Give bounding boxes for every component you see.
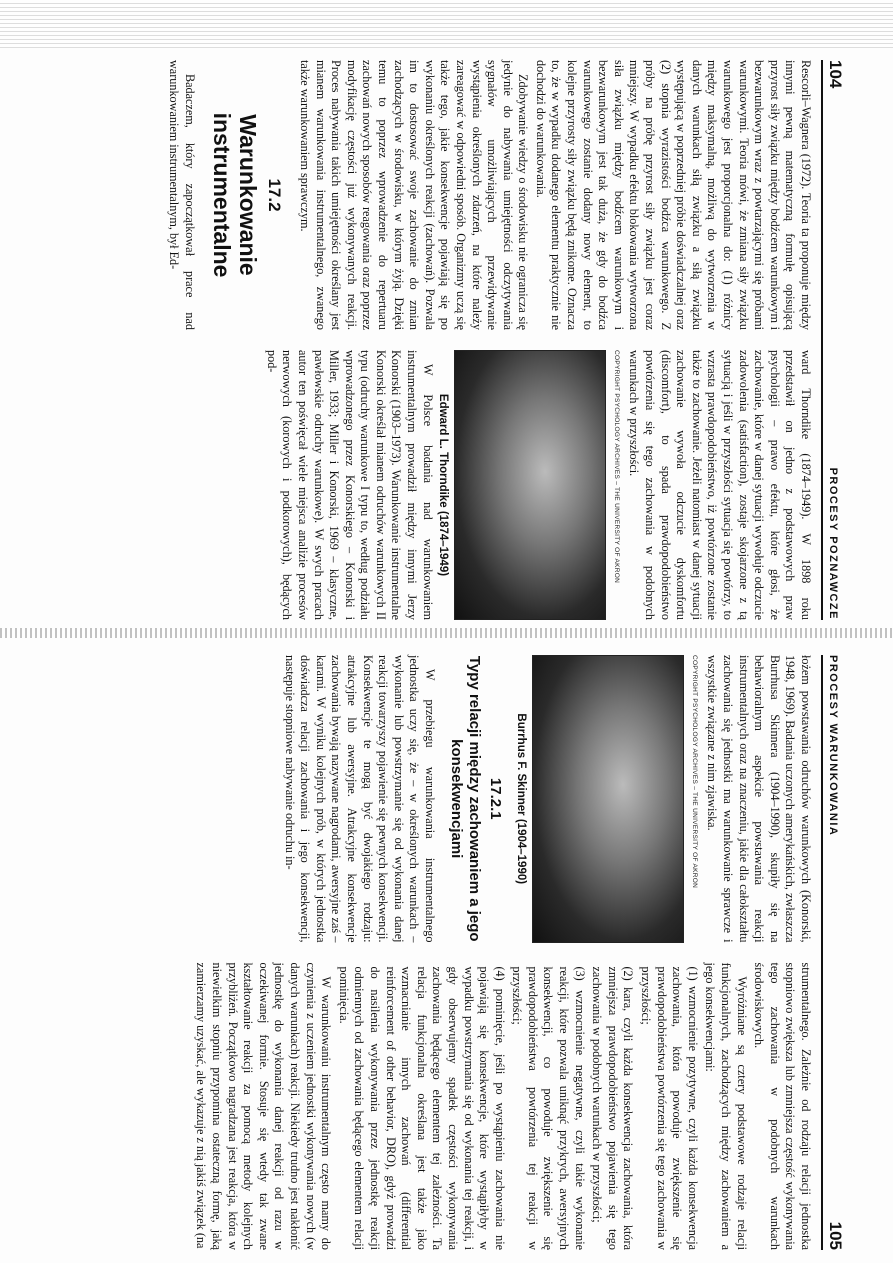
paragraph: W Polsce badania nad warunkowaniem instrumentalnym prowadził między innymi Jerzy Konorski (1903–1973). Warunkowanie instrumentalne Konorski określał mianem odruchów warunkowych II typu (odruchy warunkowe I typu to, według podziału wprowadzonego przez Konorskiego – Konorski i Miller, 1933; Miller i Konorski, 1969 – klasyczne, pawłowskie odruchy warunkowe). W swych pracach autor ten poświęcał wiele miejsca analizie procesów nerwowych (korowych i podkorowych), będących pod- [264, 350, 435, 620]
section-number: 17.2 [265, 178, 285, 212]
list-item: (2) kara, czyli każda konsekwencja zachowania, która zmniejsza prawdopodobieństwo pojawienia się tego zachowania w podobnych warunkach w przyszłości; [590, 966, 636, 1250]
paragraph: Zdobywanie wiedzy o środowisku nie ogranicza się jedynie do nabywania umiejętności odczytywania sygnałów umożliwiających przewidywanie wystąpienia określonych zdarzeń, na które należy zareagować w odpowiedni sposób. Organizmy uczą się także tego, jakie konsekwencje pojawiają się po wykonaniu określonych reakcji (zachowań). Pozwala im to dostosować swoje zachowanie do zmian zachodzących w środowisku, w którym żyją. Dzięki temu to poprzez wprowadzenie do repertuaru zachowań nowych sposobów reagowania oraz poprzez modyfikację częstości już wykonywanych reakcji. Proces nabywania takich umiejętności określany jest mianem warunkowania instrumentalnego, zwanego także warunkowaniem sprawczym. [298, 60, 531, 330]
list-item: (1) wzmocnienie pozytywne, czyli każda konsekwencja zachowania, która powoduje zwiększenie się prawdopodobieństwa powtórzenia się tego zachowania w przyszłości; [639, 966, 700, 1250]
paragraph: ward Thorndike (1874–1949). W 1898 roku przedstawił on jedno z podstawowych praw psychologii – prawo efektu, które głosi, że zachowanie, które w danej sytuacji wywołuje odczucie zadowolenia (satisfaction), zostaje skojarzone z tą sytuacją i jeśli w przyszłości sytuacja się powtórzy, to wzrasta prawdopodobieństwo, iż powtórzone zostanie także to zachowanie. Jeżeli natomiast w danej sytuacji zachowanie wywoła odczucie dyskomfortu (discomfort), to spada prawdopodobieństwo powtórzenia się tego zachowania w podobnych warunkach w przyszłości. [627, 350, 813, 620]
running-head [821, 655, 845, 1250]
photo-credit: COPYRIGHT PSYCHOLOGY ARCHIVES – THE UNIVERSITY OF AKRON [612, 350, 620, 584]
relation-list [335, 963, 700, 1251]
page-number: 105 [826, 1221, 845, 1250]
paragraph: W warunkowaniu instrumentalnym często mamy do czynienia z uczeniem jednostki wykonywania nowych (w danych warunkach) reakcji. Niekiedy trudno jest nakłonić jednostkę do wykonania danej reakcji od razu w oczekiwanej formie. Stosuje się wtedy tak zwane kształtowanie reakcji za pomocą metody kolejnych przybliżeń. Początkowo nagradzana jest reakcja, która w niewielkim stopniu przypomina ostateczną formę, jaką zamierzamy uzyskać, ale wykazuje z nią jakiś związek (na [194, 962, 334, 1250]
photo-credit: COPYRIGHT PSYCHOLOGY ARCHIVES – THE UNIVERSITY OF AKRON [690, 655, 698, 889]
column-right [264, 350, 813, 620]
paragraph: łożem powstawania odruchów warunkowych (Konorski, 1948, 1969). Badania uczonych amerykańskich, zwłaszcza Burrhusa Skinnera (1904–1990), skupiły się na behawioralnym aspekcie powstawania reakcji instrumentalnych oraz na znaczeniu, jakie dla całokształtu zachowania się jednostki ma warunkowanie sprawcze i wszystkie związane z nim zjawiska. [705, 655, 813, 943]
running-head-title: PROCESY POZNAWCZE [827, 467, 839, 620]
paragraph: Badaczem, który zapoczątkował prace nad warunkowaniem instrumentalnym, był Ed- [167, 60, 197, 330]
page-number: 104 [826, 60, 845, 89]
portrait-photo [454, 350, 606, 620]
page-104 [55, 60, 845, 620]
paragraph: strumentalnego. Zależnie od rodzaju relacji jednostka stopniowo zwiększa lub zmniejsza częstość wykonywania tego zachowania w podobnych warunkach środowiskowych. [752, 962, 813, 1250]
subsection-number: 17.2.1 [486, 777, 504, 820]
scan-noise [0, 0, 893, 48]
running-head [821, 60, 845, 620]
list-item: (3) wzmocnienie negatywne, czyli takie wykonanie reakcji, które pozwala uniknąć przykrych, awersyjnych konsekwencji, co powoduje zwiększenie się prawdopodobieństwa powtórzenia tej reakcji w przyszłości; [510, 966, 587, 1250]
page-divider [0, 628, 893, 638]
section-title: Warunkowanie instrumentalne [208, 112, 261, 278]
column-left [243, 655, 813, 943]
photo-caption: Edward L. Thorndike (1874–1949) [437, 393, 450, 577]
list-item: (4) pominięcie, jeśli po wystąpieniu zachowania nie pojawiają się konsekwencje, które wystąpiłyby w wypadku powstrzymania się od wykonania tej reakcji, i gdy obserwujemy spadek częstości wykonywania zachowania będącego elementem tej zależności. Ta relacja funkcjonalna określana jest także jako wzmacnianie innych zachowań (differential reinforcement of other behavior, DRO), gdyż prowadzi do nasilenia wykonywania przez jednostkę reakcji odmiennych od zachowania będącego elementem relacji pominięcia. [336, 966, 507, 1250]
photo-caption: Burrhus F. Skinner (1904–1990) [515, 713, 528, 885]
paragraph: W przebiegu warunkowania instrumentalnego jednostka uczy się, że – w określonych warunkach – wykonanie lub powstrzymanie się od wykonania danej reakcji towarzyszy pojawienie się pewnych konsekwencji. Konsekwencje te mogą być dwojakiego rodzaju: atrakcyjne lub awersyjne. Atrakcyjne konsekwencje zachowania bywają nazywane nagrodami, awersyjne zaś – karami. W wyniku kolejnych prób, w których jednostka doświadcza relacji zachowania i jego konsekwencji, następuje stopniowe nabywanie odruchu in- [282, 655, 438, 943]
page-105 [55, 655, 845, 1250]
portrait-photo [532, 655, 684, 943]
running-head-title: PROCESY WARUNKOWANIA [827, 655, 839, 837]
column-left [167, 60, 813, 330]
paragraph: Rescorli–Wagnera (1972). Teoria ta proponuje między innymi pewną matematyczną formułę opisującą przyrost siły związku między bodźcem warunkowym i bezwarunkowym wraz z powtarzającymi się próbami warunkowymi. Teoria mówi, że zmiana siły związku warunkowego jest proporcjonalna do: (1) różnicy między maksymalną, możliwą do wytworzenia w danych warunkach siłą związku a siłą związku występującą w poprzedniej próbie doświadczalnej oraz (2) stopnia wyrazistości bodźca warunkowego. Z próby na próbę przyrost siły związku jest coraz mniejszy. W wypadku efektu blokowania wytworzona siła związku między bodźcem warunkowym i bezwarunkowym jest tak duża, że gdy do bodźca warunkowego zostanie dodany nowy element, to kolejne przyrosty siły związku będą znikome. Oznacza to, że w wypadku dodanego elementu praktycznie nie dochodzi do warunkowania. [533, 60, 813, 330]
paragraph: Wyróżniane są cztery podstawowe rodzaje relacji funkcjonalnych, zachodzących między zachowaniem a jego konsekwencjami: [703, 962, 749, 1250]
column-right [194, 962, 813, 1251]
subsection-title: Typy relacji między zachowaniem a jego konsekwencjami [448, 655, 484, 942]
